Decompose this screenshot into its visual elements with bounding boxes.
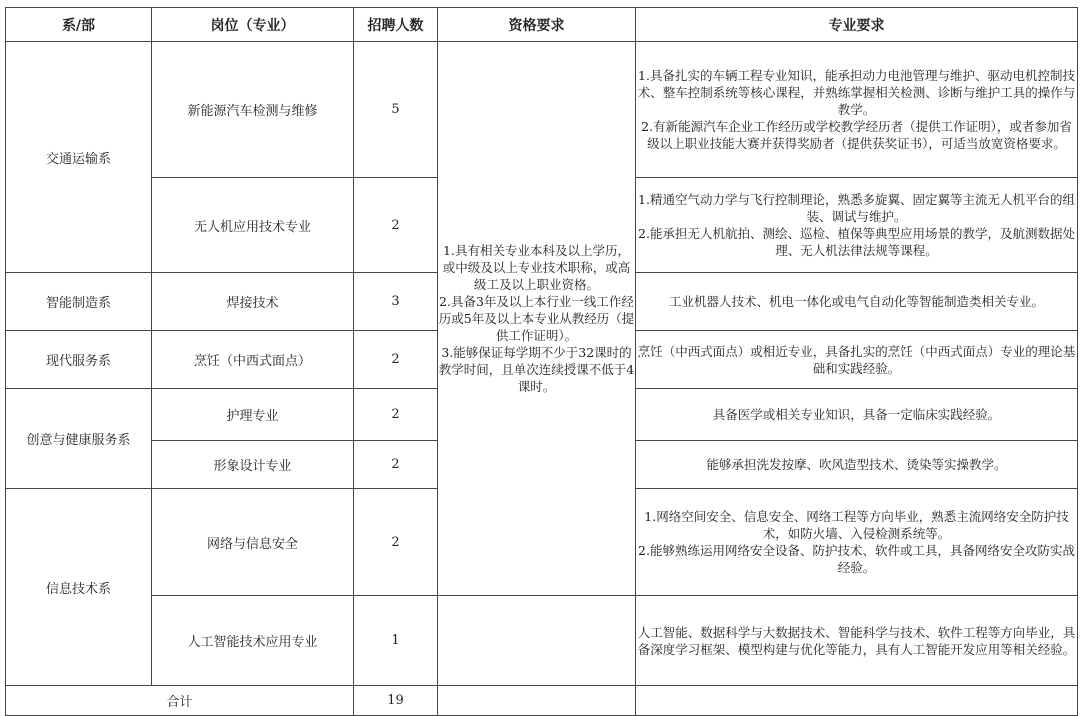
count-cell: 1 [354, 596, 438, 686]
post-cell: 烹饪（中西式面点） [152, 331, 354, 389]
req-cell: 能够承担洗发按摩、吹风造型技术、烫染等实操教学。 [636, 441, 1078, 489]
count-cell: 2 [354, 489, 438, 596]
header-count: 招聘人数 [354, 8, 438, 42]
req-cell: 工业机器人技术、机电一体化或电气自动化等智能制造类相关专业。 [636, 273, 1078, 331]
count-cell: 2 [354, 441, 438, 489]
dept-cell: 交通运输系 [6, 42, 152, 273]
count-cell: 3 [354, 273, 438, 331]
count-cell: 5 [354, 42, 438, 178]
recruitment-table [5, 7, 1078, 716]
post-cell: 焊接技术 [152, 273, 354, 331]
header-req: 专业要求 [636, 8, 1078, 42]
header-dept: 系/部 [6, 8, 152, 42]
req-cell: 具备医学或相关专业知识，具备一定临床实践经验。 [636, 389, 1078, 441]
dept-cell: 创意与健康服务系 [6, 389, 152, 489]
dept-cell: 信息技术系 [6, 489, 152, 686]
qualification-cell [438, 42, 636, 596]
post-cell: 人工智能技术应用专业 [152, 596, 354, 686]
total-row [6, 686, 1078, 716]
table-row [6, 42, 1078, 178]
qualification-item: 1.具有相关专业本科及以上学历，或中级及以上专业技术职称，或高级工及以上职业资格。 [442, 243, 631, 292]
qualification-item: 3.能够保证每学期不少于32课时的教学时间，且单次连续授课不低于4课时。 [438, 345, 635, 394]
post-cell: 护理专业 [152, 389, 354, 441]
req-cell: 1.精通空气动力学与飞行控制理论，熟悉多旋翼、固定翼等主流无人机平台的组装、调试与维护。 2.能承担无人机航拍、测绘、巡检、植保等典型应用场景的教学，及航测数据处理、无人机法律法规等课程。 [636, 178, 1078, 273]
header-row [6, 8, 1078, 42]
post-cell: 网络与信息安全 [152, 489, 354, 596]
post-cell: 无人机应用技术专业 [152, 178, 354, 273]
header-post: 岗位（专业） [152, 8, 354, 42]
req-cell: 烹饪（中西式面点）或相近专业，具备扎实的烹饪（中西式面点）专业的理论基础和实践经验。 [636, 331, 1078, 389]
req-cell: 1.具备扎实的车辆工程专业知识，能承担动力电池管理与维护、驱动电机控制技术、整车控制系统等核心课程，并熟练掌握相关检测、诊断与维护工具的操作与教学。 2.有新能源汽车企业工作经历或学校教学经历者（提供工作证明），或者参加省级以上职业技能大赛并获得奖励者（提供获奖证书），可适当放宽资格要求。 [636, 42, 1078, 178]
total-count: 19 [354, 686, 438, 716]
count-cell: 2 [354, 331, 438, 389]
post-cell: 形象设计专业 [152, 441, 354, 489]
table-row [6, 596, 1078, 686]
header-qual: 资格要求 [438, 8, 636, 42]
req-cell: 人工智能、数据科学与大数据技术、智能科学与技术、软件工程等方向毕业，具备深度学习框架、模型构建与优化等能力，具有人工智能开发应用等相关经验。 [636, 596, 1078, 686]
total-label: 合计 [6, 686, 354, 716]
dept-cell: 智能制造系 [6, 273, 152, 331]
post-cell: 新能源汽车检测与维修 [152, 42, 354, 178]
req-cell: 1.网络空间安全、信息安全、网络工程等方向毕业，熟悉主流网络安全防护技术，如防火墙、入侵检测系统等。 2.能够熟练运用网络安全设备、防护技术、软件或工具，具备网络安全攻防实战经验。 [636, 489, 1078, 596]
qualification-item: 2.具备3年及以上本行业一线工作经历或5年及以上本专业从教经历（提供工作证明）。 [438, 294, 635, 343]
count-cell: 2 [354, 389, 438, 441]
count-cell: 2 [354, 178, 438, 273]
dept-cell: 现代服务系 [6, 331, 152, 389]
